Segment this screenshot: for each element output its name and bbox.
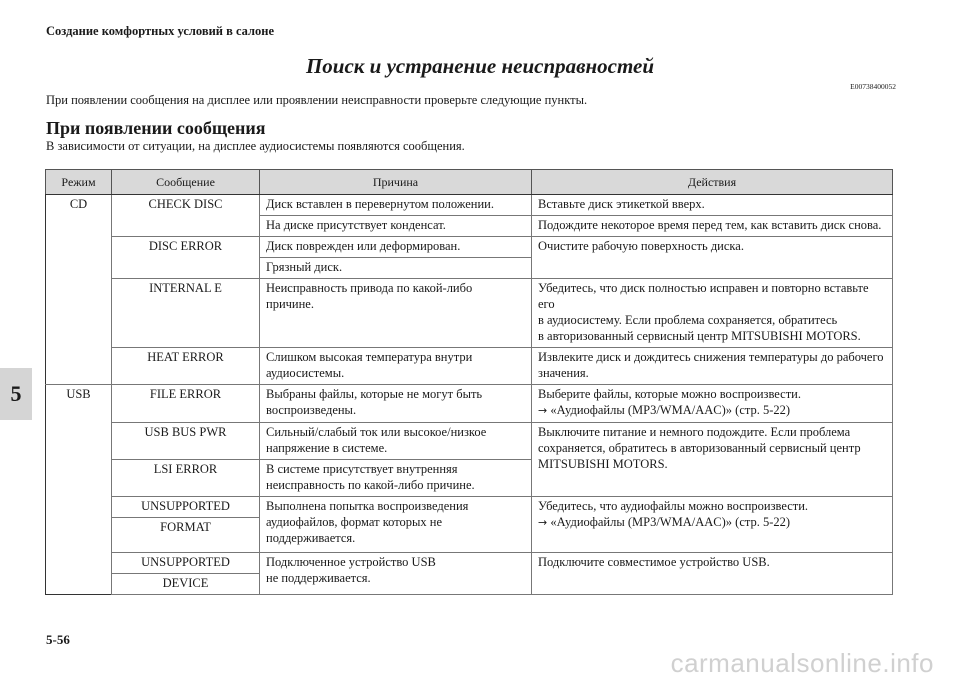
cause-cell [260,497,532,553]
cause-line: аудиосистемы. [266,366,345,380]
message-cell: DEVICE [112,574,260,595]
cause-line: аудиофайлов, формат которых не [266,515,443,529]
action-line: Убедитесь, что диск полностью исправен и повторно вставьте его [538,281,869,311]
watermark: carmanualsonline.info [670,648,934,678]
cause-cell [260,348,532,385]
action-line: в аудиосистему. Если проблема сохраняется, обратитесь [538,313,838,327]
cause-line: Неисправность привода по какой-либо [266,281,473,295]
action-cell: Очистите рабочую поверхность диска. [532,237,893,279]
cause-cell [260,423,532,460]
column-header-action: Действия [532,170,893,195]
message-cell: HEAT ERROR [112,348,260,385]
action-cell [532,279,893,348]
cause-line: поддерживается. [266,531,356,545]
cause-cell: Грязный диск. [260,258,532,279]
action-line: Выключите питание и немного подождите. Если проблема [538,425,851,439]
page-number: 5-56 [46,632,70,647]
action-line: значения. [538,366,589,380]
cause-cell [260,553,532,595]
message-cell: FORMAT [112,518,260,553]
page-title: Поиск и устранение неисправностей [305,54,655,78]
mode-cell: USB [46,385,112,595]
chapter-tab: 5 [0,368,32,420]
section-intro: В зависимости от ситуации, на дисплее аудиосистемы появляются сообщения. [46,139,465,153]
intro-paragraph: При появлении сообщения на дисплее или проявлении неисправности проверьте следующие пункты. [46,93,588,107]
error-messages-table [45,169,893,595]
message-cell: DISC ERROR [112,237,260,279]
cause-line: причине. [266,297,314,311]
message-cell: LSI ERROR [112,460,260,497]
action-cell: Подключите совместимое устройство USB. [532,553,893,595]
message-cell: INTERNAL E [112,279,260,348]
column-header-mode: Режим [46,170,112,195]
cause-line: напряжение в системе. [266,441,388,455]
cause-line: не поддерживается. [266,571,371,585]
action-line: MITSUBISHI MOTORS. [538,457,668,471]
cause-line: Сильный/слабый ток или высокое/низкое [266,425,487,439]
table-header-row [46,170,893,195]
cause-line: воспроизведены. [266,403,357,417]
table-row [46,385,893,423]
cause-cell [260,460,532,497]
column-header-message: Сообщение [112,170,260,195]
cause-line: Выбраны файлы, которые не могут быть [266,387,483,401]
mode-cell: CD [46,195,112,385]
action-cell [532,348,893,385]
cause-cell [260,385,532,423]
action-line: Выберите файлы, которые можно воспроизвести. [538,387,801,401]
action-cell: Вставьте диск этикеткой вверх. [532,195,893,216]
action-line: Убедитесь, что аудиофайлы можно воспроизвести. [538,499,809,513]
table-row [46,423,893,460]
cross-reference-link[interactable]: «Аудиофайлы (MP3/WMA/AAC)» (стр. 5-22) [550,515,791,529]
message-cell: USB BUS PWR [112,423,260,460]
arrow-right-icon: → [538,516,548,529]
message-cell: FILE ERROR [112,385,260,423]
section-title: При появлении сообщения [46,118,266,138]
action-cell [532,385,893,423]
action-line: в авторизованный сервисный центр MITSUBISHI MOTORS. [538,329,861,343]
cause-line: В системе присутствует внутренняя [266,462,458,476]
message-cell: UNSUPPORTED [112,497,260,518]
cause-cell: Диск поврежден или деформирован. [260,237,532,258]
table-row [46,279,893,348]
document-code: E00738400052 [850,82,896,91]
running-header: Создание комфортных условий в салоне [46,24,275,38]
action-line [538,514,886,531]
cause-cell: На диске присутствует конденсат. [260,216,532,237]
table-row [46,237,893,258]
cause-cell [260,279,532,348]
table-row [46,553,893,574]
cause-cell: Диск вставлен в перевернутом положении. [260,195,532,216]
action-line [538,402,886,419]
action-cell [532,497,893,553]
action-cell [532,423,893,497]
column-header-cause: Причина [260,170,532,195]
action-cell: Подождите некоторое время перед тем, как вставить диск снова. [532,216,893,237]
action-line: Извлеките диск и дождитесь снижения температуры до рабочего [538,350,884,364]
table-row [46,348,893,385]
table-row [46,195,893,216]
action-line: сохраняется, обратитесь в авторизованный сервисный центр [538,441,861,455]
cross-reference-link[interactable]: «Аудиофайлы (MP3/WMA/AAC)» (стр. 5-22) [550,403,791,417]
cause-line: Подключенное устройство USB [266,555,436,569]
arrow-right-icon: → [538,404,548,417]
message-cell: UNSUPPORTED [112,553,260,574]
cause-line: неисправность по какой-либо причине. [266,478,475,492]
cause-line: Слишком высокая температура внутри [266,350,473,364]
message-cell: CHECK DISC [112,195,260,237]
cause-line: Выполнена попытка воспроизведения [266,499,469,513]
table-row [46,497,893,518]
